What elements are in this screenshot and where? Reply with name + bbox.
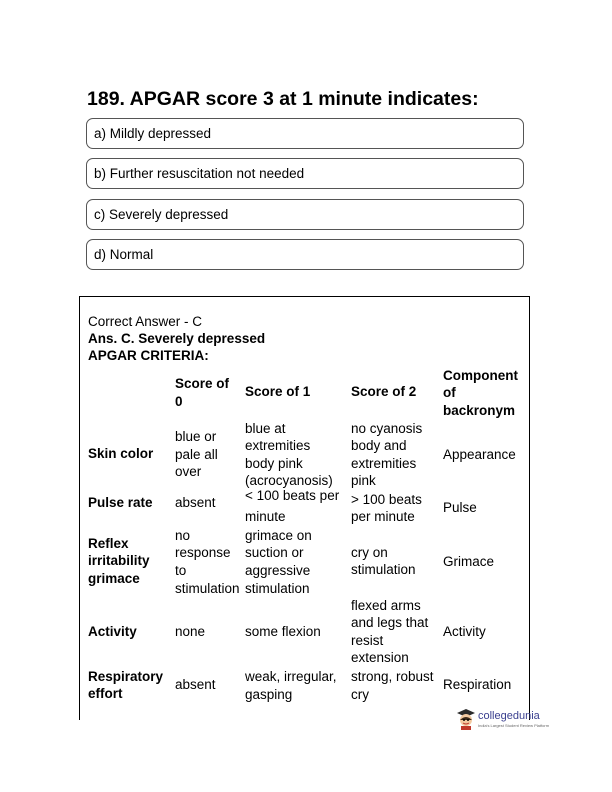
cell: extension <box>351 650 409 665</box>
row-label-activity: Activity <box>88 624 137 639</box>
cell: grimace on <box>245 528 312 543</box>
cell: body pink <box>245 456 303 471</box>
cell: no <box>175 528 191 543</box>
graduate-mascot-icon <box>456 708 476 730</box>
cell: absent <box>175 495 216 510</box>
cell: gasping <box>245 687 293 702</box>
header-component-line3: backronym <box>443 403 516 418</box>
collegedunia-logo[interactable] <box>456 708 550 732</box>
cell: Grimace <box>443 554 495 569</box>
cell: cry on <box>351 545 388 560</box>
cell: over <box>175 464 202 479</box>
cell: none <box>175 624 206 639</box>
row-label-reflex-irritability: irritability <box>88 553 150 568</box>
cell: (acrocyanosis) <box>245 473 333 488</box>
logo-name: collegedunia <box>478 710 540 722</box>
header-score-0-line1: Score of <box>175 376 230 391</box>
cell: stimulation <box>175 581 240 596</box>
cell: extremities <box>351 456 417 471</box>
cell: cry <box>351 687 369 702</box>
row-label-reflex-irritability: Reflex <box>88 536 129 551</box>
cell: suction or <box>245 545 304 560</box>
cell: some flexion <box>245 624 321 639</box>
option-b[interactable]: b) Further resuscitation not needed <box>86 158 524 189</box>
cell: response <box>175 545 231 560</box>
row-label-respiratory-effort: Respiratory <box>88 669 164 684</box>
cell: > 100 beats <box>351 492 422 507</box>
cell: and legs that <box>351 615 429 630</box>
cell: per minute <box>351 509 415 524</box>
cell: to <box>175 563 187 578</box>
cell: < 100 beats per <box>245 488 340 503</box>
cell: no cyanosis <box>351 421 423 436</box>
cell: stimulation <box>245 581 310 596</box>
cell: strong, robust <box>351 669 434 684</box>
correct-answer: Correct Answer - C <box>88 314 203 329</box>
cell: body and <box>351 438 407 453</box>
header-component-line2: of <box>443 385 456 400</box>
option-c[interactable]: c) Severely depressed <box>86 199 524 230</box>
cell: pink <box>351 473 376 488</box>
question-title: 189. APGAR score 3 at 1 minute indicates: <box>87 88 479 110</box>
row-label-reflex-irritability: grimace <box>88 571 140 586</box>
cell: Pulse <box>443 500 477 515</box>
header-component-line1: Component <box>443 368 518 383</box>
cell: pale all <box>175 447 218 462</box>
row-label-respiratory-effort: effort <box>88 686 123 701</box>
option-a[interactable]: a) Mildly depressed <box>86 118 524 149</box>
option-d[interactable]: d) Normal <box>86 239 524 270</box>
cell: blue at <box>245 421 286 436</box>
header-score-1: Score of 1 <box>245 384 311 399</box>
cell: flexed arms <box>351 598 421 613</box>
row-label-skin-color: Skin color <box>88 446 154 461</box>
cell: aggressive <box>245 563 311 578</box>
cell: minute <box>245 509 286 524</box>
cell: stimulation <box>351 562 416 577</box>
cell: Activity <box>443 624 486 639</box>
answer-explanation: Ans. C. Severely depressed <box>88 331 266 346</box>
header-score-0-line2: 0 <box>175 394 183 409</box>
row-label-pulse-rate: Pulse rate <box>88 495 153 510</box>
cell: extremities <box>245 438 311 453</box>
cell: Respiration <box>443 677 512 692</box>
cell: Appearance <box>443 447 516 462</box>
cell: resist <box>351 633 384 648</box>
cell: weak, irregular, <box>245 669 337 684</box>
criteria-title: APGAR CRITERIA: <box>88 348 209 363</box>
cell: absent <box>175 677 216 692</box>
cell: blue or <box>175 429 217 444</box>
header-score-2: Score of 2 <box>351 384 417 399</box>
logo-tagline: India's Largest Student Review Platform <box>478 723 550 728</box>
